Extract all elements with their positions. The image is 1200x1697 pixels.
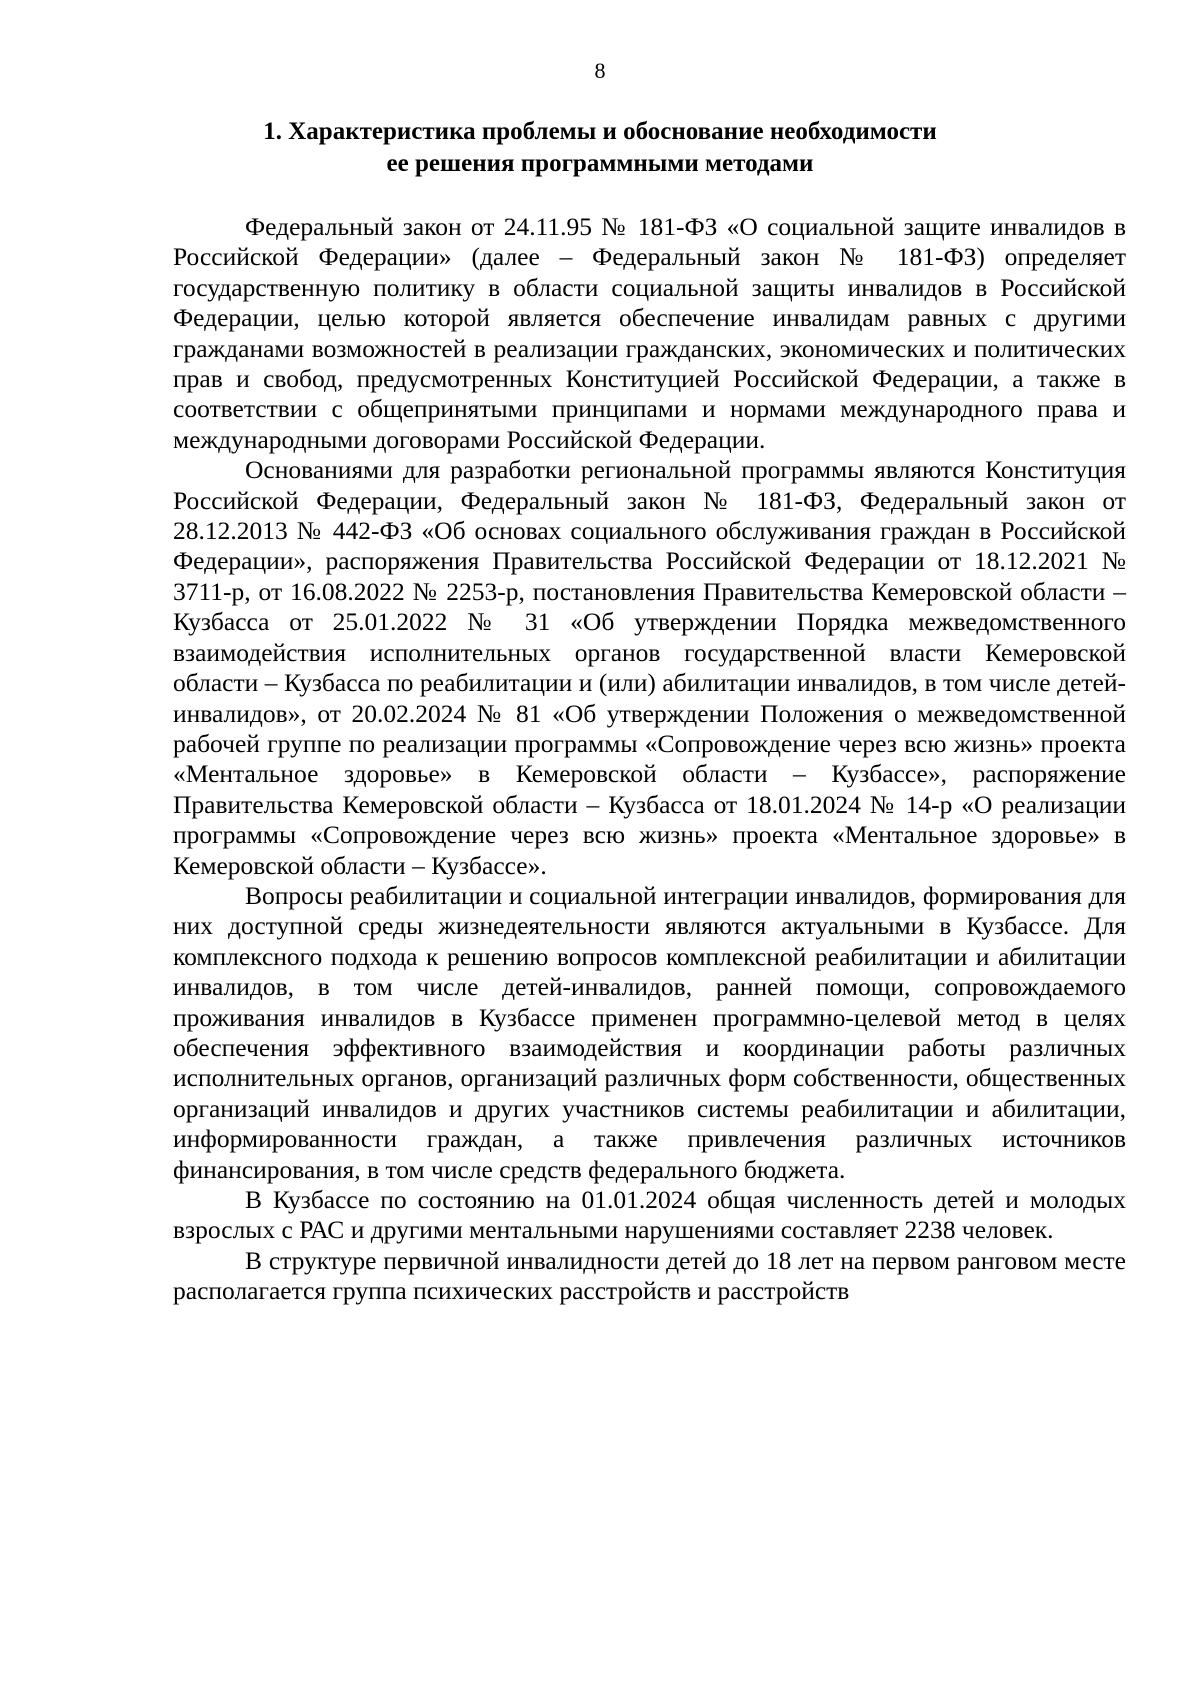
page-number: 8 [594,58,606,83]
paragraph: Основаниями для разработки региональной программы являются Конституция Российской Федерации, Федеральный закон № 181-ФЗ, Федеральный закон от 28.12.2013 № 442-ФЗ «Об основах социального обслуживания граждан в Российской Федерации», распоряжения Правительства Российской Федерации от 18.12.2021 № 3711-р, от 16.08.2022 № 2253-р, постановления Правительства Кемеровской области – Кузбасса от 25.01.2022 № 31 «Об утверждении Порядка межведомственного взаимодействия исполнительных органов государственной власти Кемеровской области – Кузбасса по реабилитации и (или) абилитации инвалидов, в том числе детей-инвалидов», от 20.02.2024 № 81 «Об утверждении Положения о межведомственной рабочей группе по реализации программы «Сопровождение через всю жизнь» проекта «Ментальное здоровье» в Кемеровской области – Кузбассе», распоряжение Правительства Кемеровской области – Кузбасса от 18.01.2024 № 14-р «О реализации программы «Сопровождение через всю жизнь» проекта «Ментальное здоровье» в Кемеровской области – Кузбассе». [173,455,1126,880]
paragraph: В Кузбассе по состоянию на 01.01.2024 общая численность детей и молодых взрослых с РАС и другими ментальными нарушениями составляет 2238 человек. [173,1185,1126,1245]
section-heading-line-2: ее решения программными методами [386,150,814,177]
paragraph: Вопросы реабилитации и социальной интеграции инвалидов, формирования для них доступной среды жизнедеятельности являются актуальными в Кузбассе. Для комплексного подхода к решению вопросов комплексной реабилитации и абилитации инвалидов, в том числе детей-инвалидов, ранней помощи, сопровождаемого проживания инвалидов в Кузбассе применен программно-целевой метод в целях обеспечения эффективного взаимодействия и координации работы различных исполнительных органов, организаций различных форм собственности, общественных организаций инвалидов и других участников системы реабилитации и абилитации, информированности граждан, а также привлечения различных источников финансирования, в том числе средств федерального бюджета. [173,880,1126,1184]
body-text [173,212,1126,1307]
paragraph: Федеральный закон от 24.11.95 № 181-ФЗ «О социальной защите инвалидов в Российской Федерации» (далее – Федеральный закон № 181-ФЗ) определяет государственную политику в области социальной защиты инвалидов в Российской Федерации, целью которой является обеспечение инвалидам равных с другими гражданами возможностей в реализации гражданских, экономических и политических прав и свобод, предусмотренных Конституцией Российской Федерации, а также в соответствии с общепринятыми принципами и нормами международного права и международными договорами Российской Федерации. [173,212,1126,454]
section-heading-line-1: 1. Характеристика проблемы и обоснование необходимости [263,118,937,145]
section-heading [160,116,1040,180]
paragraph: В структуре первичной инвалидности детей до 18 лет на первом ранговом месте располагается группа психических расстройств и расстройств [173,1245,1126,1306]
